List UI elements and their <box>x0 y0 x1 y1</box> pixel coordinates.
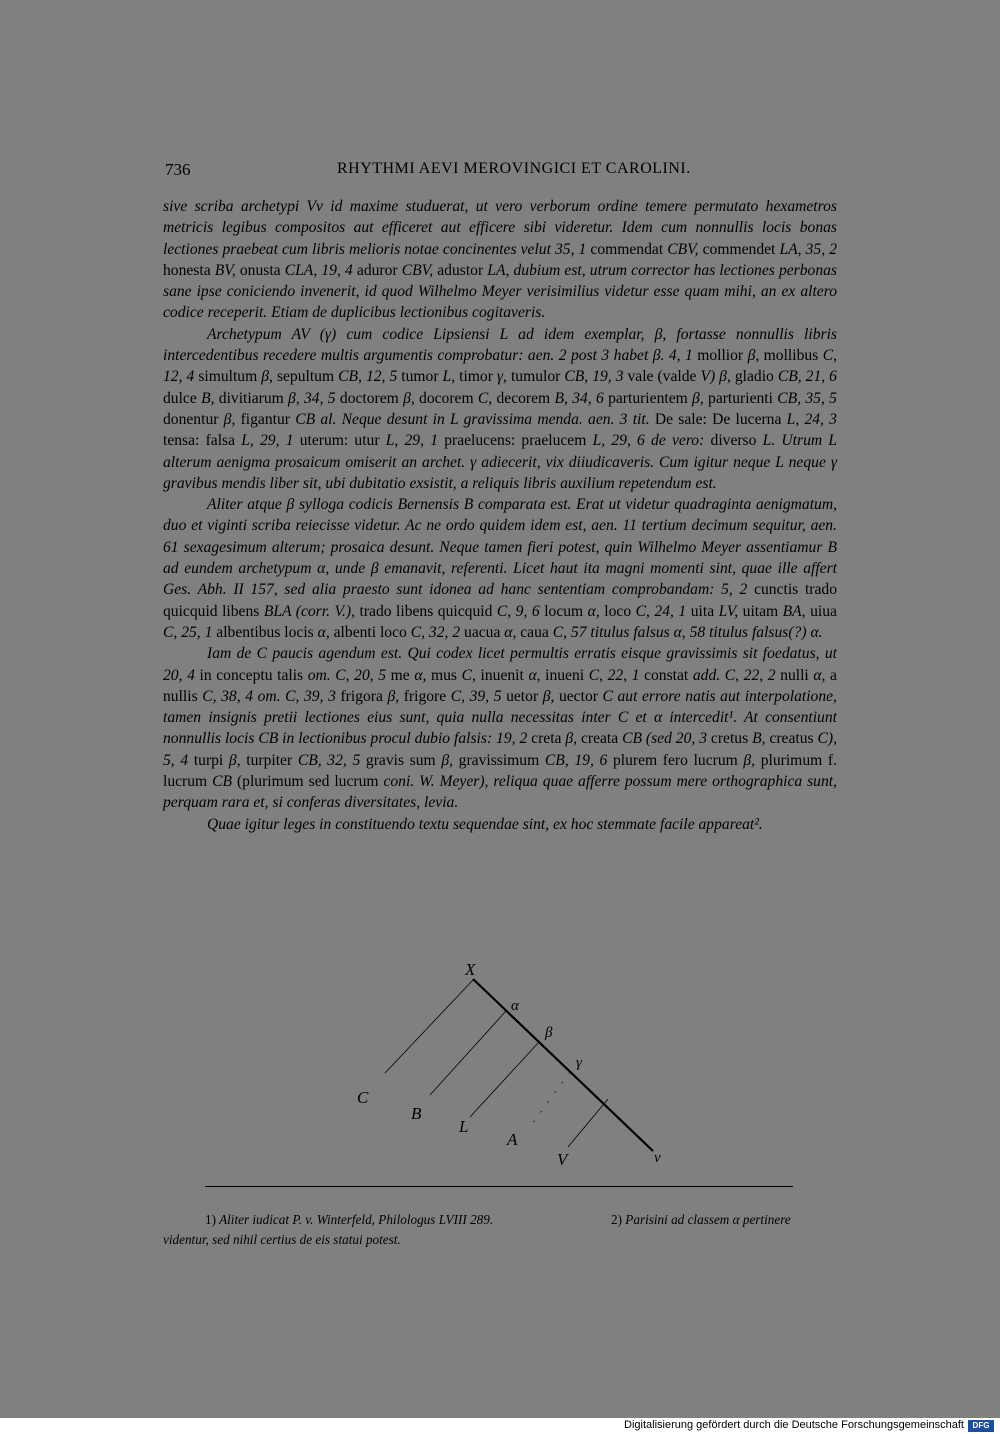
paragraph-2 <box>163 324 837 494</box>
text-run: β, <box>692 389 709 407</box>
stemma-label-v-upper: V <box>557 1150 568 1169</box>
text-run: CB, 19, 3 <box>564 368 628 386</box>
text-run: parturientem <box>608 389 693 407</box>
text-run: constat <box>644 666 693 684</box>
text-run: add. C, 22, 2 <box>692 666 781 684</box>
stemma-diagram <box>340 955 680 1170</box>
text-run: me <box>390 666 415 684</box>
text-run: L. Utrum L alterum aenigma prosaicum omiserit an archet. γ adiecerit, vix diiudicaveris. Cum igitur neque L neque γ gravibus mendis liber sit, ubi dubitatio exsistit, a reliquis libris auxilium repetendum est. <box>163 432 838 492</box>
text-run: CB, 35, 5 <box>777 389 837 407</box>
text-run: C, 25, 1 <box>163 623 217 641</box>
text-run: mollibus <box>763 347 823 365</box>
text-run: onusta <box>239 261 285 279</box>
text-run: uacua <box>464 623 505 641</box>
text-run: CB, 21, 6 <box>777 368 837 386</box>
stemma-label-b: B <box>411 1104 422 1123</box>
stemma-trunk <box>473 979 653 1151</box>
text-run: plurem fero lucrum <box>612 751 744 769</box>
dfg-logo: DFG <box>968 1420 994 1432</box>
text-run: C, 24, 1 <box>635 602 691 620</box>
text-run: (plurimum sed lucrum <box>236 773 384 791</box>
text-run: sive scriba archetypi Vv id maxime studuerat, ut vero verborum ordine temere permutato hexametros metricis legibus compositos aut efficeret aut efficere sibi videretur. Idem cum nonnullis locis bonas lectiones praebeat cum libris melioris notae concinentes velut 35, 1 <box>163 198 837 258</box>
text-run: frigore <box>403 687 451 705</box>
text-run: timor <box>459 368 497 386</box>
paragraph-4 <box>163 643 837 813</box>
text-run: a nullis <box>163 666 837 705</box>
footnote-2-continuation: videntur, sed nihil certius de eis statui potest. <box>163 1232 401 1247</box>
stemma-branch-b <box>430 1011 506 1095</box>
stemma-label-c: C <box>357 1088 369 1107</box>
text-run: gravis sum <box>365 751 442 769</box>
text-run: β, 34, 5 <box>288 389 340 407</box>
text-run: BLA (corr. V.), <box>263 602 360 620</box>
text-run: Iam de C paucis agendum est. Qui codex licet permultis erratis eisque gravissimis sit foedatus, ut 20, 4 <box>163 645 837 684</box>
stemma-label-x: X <box>465 960 476 979</box>
text-run: uitam <box>742 602 783 620</box>
text-run: C), 5, 4 <box>163 730 837 769</box>
text-run: adustor <box>437 261 488 279</box>
text-run: L, <box>442 368 460 386</box>
text-run: LA, dubium est, utrum corrector has lectiones perbonas sane ipse coniciendo invenerit, id quod Wilhelmo Meyer verisimilius videtur esse quam mihi, an ex altero codice receperit. Etiam de duplicibus lectionibus cogitaveris. <box>163 261 838 322</box>
text-run: CBV, <box>401 261 438 279</box>
footnote-2-number: 2) <box>611 1212 622 1227</box>
text-run: donentur <box>163 410 224 428</box>
text-run: C, <box>477 389 497 407</box>
text-run: sepultum <box>276 368 339 386</box>
text-run: creta <box>531 730 566 748</box>
text-run: L, 29, 6 de vero: <box>592 432 711 450</box>
text-run: γ, <box>496 368 511 386</box>
text-run: Archetypum AV (γ) cum codice Lipsiensi L ad idem exemplar, β, fortasse nonnullis libris intercedentibus recedere multis argumentis comprobatur: aen. 2 post 3 habet β. 4, 1 <box>163 325 837 365</box>
stemma-label-beta: β <box>545 1025 553 1041</box>
text-run: honesta <box>163 261 215 279</box>
text-run: CBV, <box>667 240 703 258</box>
text-run: tumulor <box>510 368 565 386</box>
text-run: aduror <box>356 261 402 279</box>
text-run: turpi <box>193 751 229 769</box>
text-run: uector <box>558 687 603 705</box>
paragraph-3 <box>163 494 837 643</box>
stemma-branch-a <box>530 1072 570 1127</box>
text-run: albentibus locis <box>216 623 318 641</box>
text-run: β, <box>743 751 761 769</box>
text-run: C, 12, 4 <box>163 347 838 386</box>
text-run: B, <box>752 730 770 748</box>
text-run: uterum: utur <box>299 432 386 450</box>
text-run: B, <box>201 389 219 407</box>
text-run: CB, 12, 5 <box>338 368 402 386</box>
text-run: β, <box>542 687 559 705</box>
text-run: in conceptu talis <box>199 666 308 684</box>
text-run: L, 29, 1 <box>385 432 445 450</box>
text-run: β, <box>403 389 420 407</box>
text-run: mollior <box>697 347 748 365</box>
text-run: Quae igitur leges in constituendo textu sequendae sint, ex hoc stemmate facile appareat². <box>207 815 763 833</box>
text-run: tumor <box>401 368 443 386</box>
text-run: C, 57 titulus falsus α, 58 titulus falsus(?) α. <box>552 623 823 641</box>
text-run: gladio <box>734 368 778 386</box>
text-run: figantur <box>240 410 296 428</box>
text-run: α, <box>317 623 334 641</box>
stemma-label-a: A <box>507 1130 518 1149</box>
text-run: inueni <box>545 666 589 684</box>
text-run: diverso <box>710 432 763 450</box>
text-run: C, 39, 5 <box>450 687 507 705</box>
text-run: commendet <box>702 240 780 258</box>
text-run: CB <box>212 773 237 791</box>
text-run: creatus <box>769 730 818 748</box>
text-run: inuenit <box>480 666 529 684</box>
page-number: 736 <box>165 160 191 179</box>
running-head: RHYTHMI AEVI MEROVINGICI ET CAROLINI. <box>337 160 691 177</box>
text-run: α, <box>587 602 605 620</box>
stemma-branch-c <box>385 980 473 1073</box>
text-run: C, 9, 6 <box>496 602 545 620</box>
text-run: LV, <box>718 602 743 620</box>
text-run: om. C, 20, 5 <box>307 666 391 684</box>
text-run: C, 32, 2 <box>410 623 465 641</box>
text-run: divitiarum <box>218 389 289 407</box>
text-run: β, <box>441 751 459 769</box>
text-run: α, <box>414 666 431 684</box>
text-run: uetor <box>506 687 543 705</box>
text-run: caua <box>520 623 553 641</box>
text-run: albenti loco <box>333 623 411 641</box>
text-run: CB al. Neque desunt in L gravissima menda. aen. 3 tit. <box>295 410 655 428</box>
footnote-1-text: Aliter iudicat P. v. Winterfeld, Philologus LVIII 289. <box>219 1212 494 1227</box>
text-run: cretus <box>710 730 753 748</box>
text-run: decorem <box>496 389 555 407</box>
text-run: loco <box>604 602 636 620</box>
text-run: C, 22, 1 <box>588 666 645 684</box>
text-run: turpiter <box>246 751 298 769</box>
text-run: C, <box>461 666 481 684</box>
stemma-label-l: L <box>459 1117 469 1136</box>
text-run: BA, <box>782 602 811 620</box>
text-run: β, <box>261 368 277 386</box>
text-run: α, <box>813 666 831 684</box>
text-run: cunctis trado quicquid libens <box>163 581 838 620</box>
text-run: CB, 32, 5 <box>297 751 366 769</box>
text-run: praelucens: praelucem <box>444 432 593 450</box>
text-run: doctorem <box>339 389 404 407</box>
footnote-1-number: 1) <box>205 1212 216 1227</box>
text-run: trado libens quicquid <box>359 602 497 620</box>
page-header <box>165 160 837 184</box>
text-run: β, <box>223 410 241 428</box>
text-run: L, 24, 3 <box>786 410 837 428</box>
text-run: β, <box>747 347 764 365</box>
text-run: parturienti <box>708 389 778 407</box>
paragraph-1 <box>163 196 837 324</box>
stemma-label-v-lower: v <box>654 1150 661 1166</box>
text-run: commendat <box>590 240 668 258</box>
text-run: coni. W. Meyer), reliqua quae afferre possum mere orthographica sunt, perquam rara et, si conferas diversitates, levia. <box>163 773 837 812</box>
stemma-branch-l <box>470 1042 539 1117</box>
text-run: CB, 19, 6 <box>544 751 613 769</box>
text-run: CB (sed 20, 3 <box>622 730 711 748</box>
text-run: vale (valde <box>627 368 701 386</box>
text-run: locum <box>544 602 588 620</box>
funding-text: Digitalisierung gefördert durch die Deutsche Forschungsgemeinschaft <box>624 1419 964 1431</box>
footnote-2-text: Parisini ad classem α pertinere <box>625 1212 791 1227</box>
text-run: CLA, 19, 4 <box>284 261 357 279</box>
footnote-rule <box>205 1186 793 1187</box>
text-run: simultum <box>198 368 262 386</box>
text-run: C aut errore natis aut interpolatione, tamen insignis pretii lectiones eius sunt, quia nulla necessitas inter C et α intercedit¹. At consentiunt nonnullis locis CB in lectionibus procul dubio falsis: 19, 2 <box>163 687 837 748</box>
text-run: BV, <box>214 261 240 279</box>
text-run: V) β, <box>700 368 735 386</box>
funding-bar <box>0 1418 1000 1434</box>
text-run: De sale: De lucerna <box>654 410 787 428</box>
text-run: L, 29, 1 <box>241 432 300 450</box>
text-run: β, <box>387 687 404 705</box>
text-run: docorem <box>419 389 478 407</box>
text-run: uiua <box>810 602 837 620</box>
text-run: creata <box>580 730 623 748</box>
text-run: β, <box>565 730 581 748</box>
text-run: C, 38, 4 om. C, 39, 3 <box>202 687 341 705</box>
paragraph-5 <box>163 814 837 835</box>
text-run: nulli <box>780 666 814 684</box>
body-text <box>163 196 837 835</box>
text-run: plurimum f. lucrum <box>163 751 837 791</box>
stemma-label-gamma: γ <box>576 1055 582 1071</box>
text-run: Aliter atque β sylloga codicis Bernensis B comparata est. Erat ut videtur quadraginta aenigmatum, duo et viginti scriba reiecisse videtur. Ac ne ordo quidem idem est, aen. 11 tertium decimum sequitur, aen. 61 sexagesimum alterum; prosaica desunt. Neque tamen fieri potest, quin Wilhelmo Meyer assentiamur B ad eundem archetypum α, unde β emanavit, referenti. Licet haut ita magni momenti sint, quae ille affert Ges. Abh. II 157, sed alia praesto sunt idonea ad hanc sententiam comprobandam: 5, 2 <box>163 496 837 599</box>
stemma-branch-v <box>568 1099 608 1147</box>
stemma-label-alpha: α <box>511 998 519 1014</box>
text-run: mus <box>431 666 462 684</box>
text-run: tensa: falsa <box>163 432 242 450</box>
footnote-2 <box>611 1210 791 1230</box>
text-run: B, 34, 6 <box>554 389 609 407</box>
text-run: LA, 35, 2 <box>779 240 837 258</box>
text-run: gravissimum <box>458 751 545 769</box>
text-run: β, <box>228 751 247 769</box>
text-run: dulce <box>163 389 202 407</box>
footnote-1 <box>205 1210 493 1230</box>
text-run: uita <box>690 602 719 620</box>
text-run: frigora <box>340 687 388 705</box>
text-run: α, <box>528 666 546 684</box>
text-run: α, <box>504 623 521 641</box>
